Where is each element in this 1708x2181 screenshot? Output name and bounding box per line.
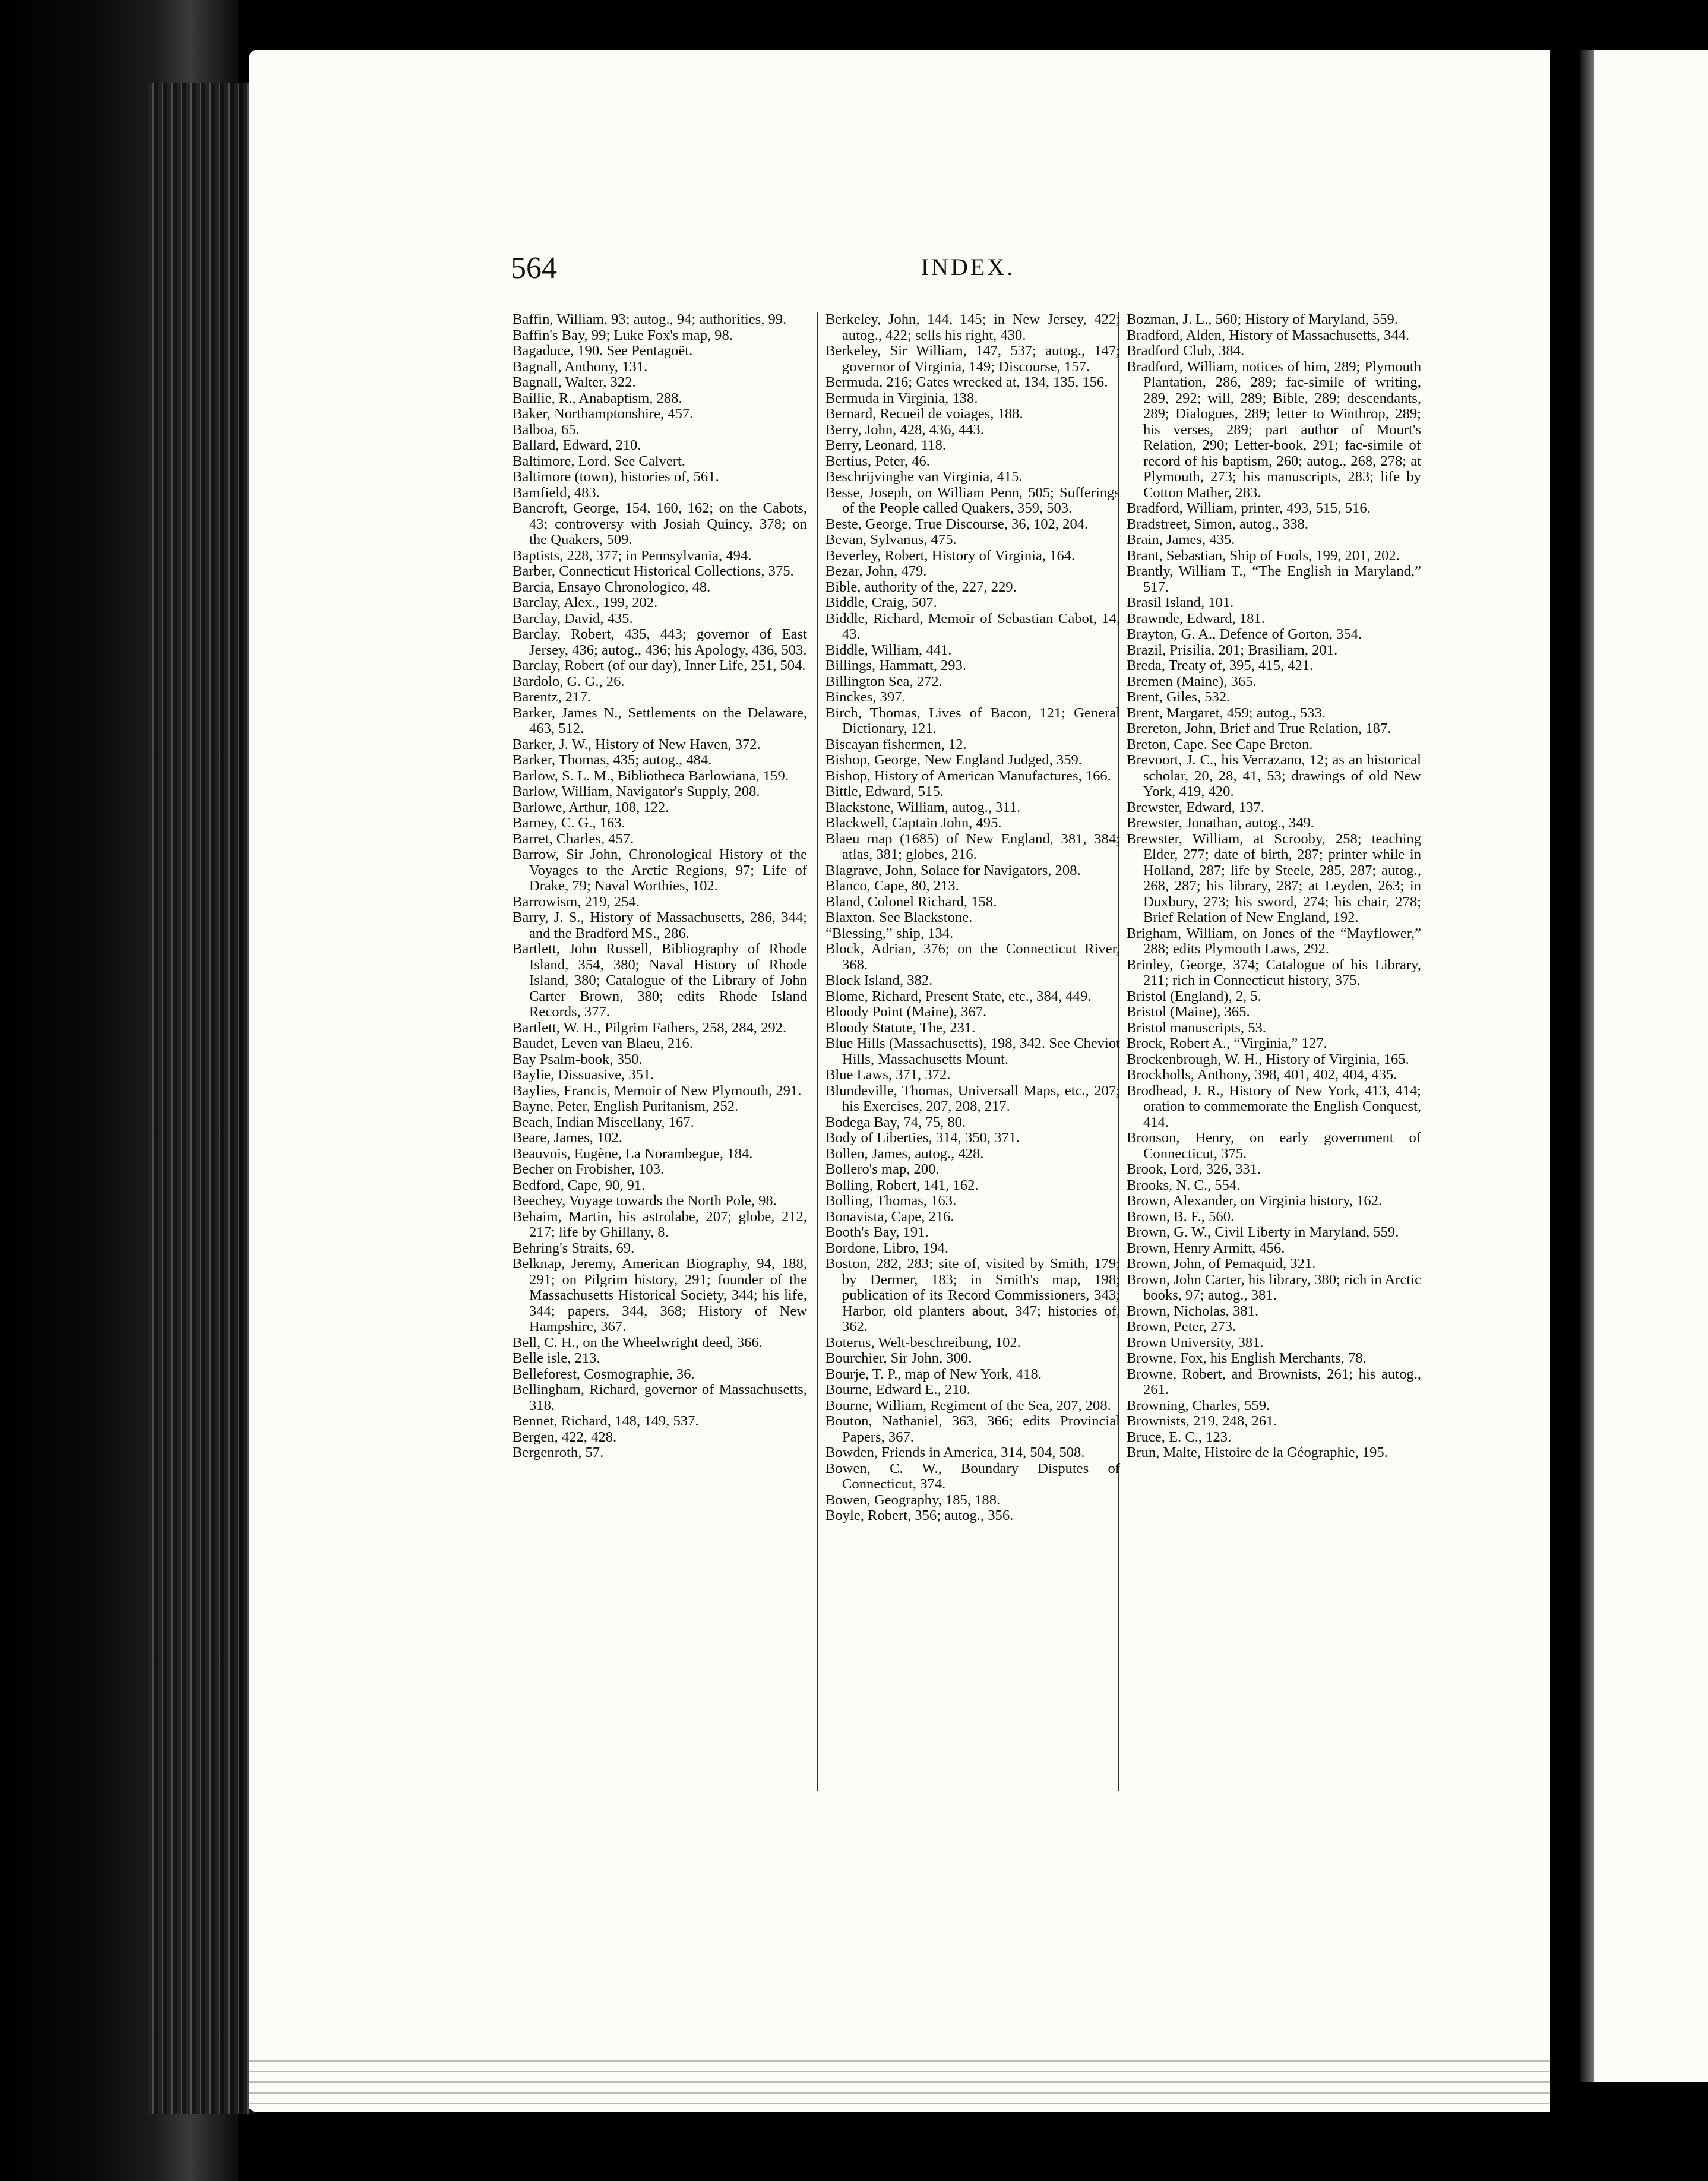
index-entry: Bronson, Henry, on early government of Connecticut, 375. (1127, 1130, 1421, 1162)
index-entry: Brockholls, Anthony, 398, 401, 402, 404, 435. (1127, 1067, 1397, 1083)
index-entry: Bermuda, 216; Gates wrecked at, 134, 135, 156. (825, 374, 1108, 390)
index-entry: Barrowism, 219, 254. (513, 893, 640, 910)
index-entry: Bradford Club, 384. (1127, 343, 1245, 359)
index-entry: Beach, Indian Miscellany, 167. (513, 1114, 694, 1130)
index-entry: Brewster, Jonathan, autog., 349. (1127, 815, 1314, 831)
index-entry: Breton, Cape. See Cape Breton. (1127, 736, 1313, 753)
index-entry: Besse, Joseph, on William Penn, 505; Sufferings of the People called Quakers, 359, 503. (825, 484, 1120, 516)
index-entry: Barclay, David, 435. (513, 610, 633, 627)
column-rule (817, 312, 818, 1791)
index-entry: Bardolo, G. G., 26. (513, 673, 625, 690)
index-entry: Brown, Peter, 273. (1127, 1319, 1236, 1335)
index-entry: Blue Laws, 371, 372. (825, 1067, 951, 1083)
index-entry: Browne, Robert, and Brownists, 261; his autog., 261. (1127, 1366, 1421, 1398)
index-entry: Baltimore, Lord. See Calvert. (513, 453, 685, 469)
index-entry: Baylies, Francis, Memoir of New Plymouth, 291. (513, 1082, 802, 1099)
index-entry: Bertius, Peter, 46. (825, 453, 930, 469)
index-column-3 (1127, 312, 1421, 1461)
index-entry: Bonavista, Cape, 216. (825, 1208, 954, 1225)
index-entry: Bancroft, George, 154, 160, 162; on the Cabots, 43; controversy with Josiah Quincy, 378; on the Quakers, 509. (513, 500, 807, 548)
index-entry: Bremen (Maine), 365. (1127, 673, 1257, 690)
index-entry: Baptists, 228, 377; in Pennsylvania, 494. (513, 547, 752, 564)
index-entry: Bittle, Edward, 515. (825, 783, 944, 799)
index-entry: Bradford, Alden, History of Massachusetts, 344. (1127, 327, 1410, 343)
index-entry: Berry, Leonard, 118. (825, 437, 947, 453)
index-entry: Block, Adrian, 376; on the Connecticut River, 368. (825, 941, 1120, 973)
index-entry: Block Island, 382. (825, 972, 933, 988)
index-entry: Bourchier, Sir John, 300. (825, 1350, 972, 1366)
index-entry: Berry, John, 428, 436, 443. (825, 421, 984, 438)
index-entry: Blue Hills (Massachusetts), 198, 342. See Cheviot Hills, Massachusetts Mount. (825, 1035, 1120, 1067)
index-entry: Berkeley, Sir William, 147, 537; autog., 147; governor of Virginia, 149; Discourse, 157. (825, 343, 1120, 375)
index-entry: Baillie, R., Anabaptism, 288. (513, 390, 682, 406)
index-entry: Belleforest, Cosmographie, 36. (513, 1366, 695, 1382)
index-entry: Barry, J. S., History of Massachusetts, 286, 344; and the Bradford MS., 286. (513, 909, 807, 941)
index-entry: Barney, C. G., 163. (513, 815, 625, 831)
index-entry: Brinley, George, 374; Catalogue of his Library, 211; rich in Connecticut history, 375. (1127, 956, 1421, 988)
index-entry: Brereton, John, Brief and True Relation, 187. (1127, 720, 1391, 737)
index-entry: Bristol (England), 2, 5. (1127, 988, 1261, 1004)
page-header (511, 251, 1425, 292)
index-entry: Bible, authority of the, 227, 229. (825, 579, 1017, 595)
index-entry: Brantly, William T., “The English in Maryland,” 517. (1127, 563, 1421, 595)
index-entry: Blackwell, Captain John, 495. (825, 815, 1002, 831)
index-entry: Boyle, Robert, 356; autog., 356. (825, 1507, 1014, 1523)
index-entry: Brock, Robert A., “Virginia,” 127. (1127, 1035, 1327, 1051)
index-entry: Brawnde, Edward, 181. (1127, 610, 1265, 627)
index-entry: Beverley, Robert, History of Virginia, 164. (825, 547, 1076, 564)
index-entry: Bernard, Recueil de voiages, 188. (825, 406, 1023, 422)
index-entry: Baudet, Leven van Blaeu, 216. (513, 1035, 693, 1051)
index-entry: Barcia, Ensayo Chronologico, 48. (513, 579, 711, 595)
index-entry: Blagrave, John, Solace for Navigators, 208. (825, 862, 1081, 878)
index-entry: Baylie, Dissuasive, 351. (513, 1067, 654, 1083)
index-entry: Brown, G. W., Civil Liberty in Maryland, 559. (1127, 1224, 1399, 1240)
index-entry: Bouton, Nathaniel, 363, 366; edits Provincial Papers, 367. (825, 1413, 1120, 1445)
index-entry: Blundeville, Thomas, Universall Maps, etc., 207; his Exercises, 207, 208, 217. (825, 1082, 1120, 1114)
index-entry: Bollen, James, autog., 428. (825, 1145, 984, 1162)
index-entry: Brasil Island, 101. (1127, 595, 1234, 611)
index-column-2 (825, 312, 1120, 1524)
index-entry: Barker, J. W., History of New Haven, 372. (513, 736, 761, 753)
index-entry: Bartlett, W. H., Pilgrim Fathers, 258, 284, 292. (513, 1019, 787, 1036)
index-entry: Barlow, S. L. M., Bibliotheca Barlowiana, 159. (513, 767, 789, 784)
index-entry: Baffin, William, 93; autog., 94; authorities, 99. (513, 311, 787, 327)
page-stack-bottom (249, 2055, 1550, 2109)
index-entry: Bayne, Peter, English Puritanism, 252. (513, 1098, 739, 1114)
index-entry: Bermuda in Virginia, 138. (825, 390, 978, 406)
index-entry: Behaim, Martin, his astrolabe, 207; globe, 212, 217; life by Ghillany, 8. (513, 1208, 807, 1240)
index-column-1 (513, 312, 807, 1461)
index-entry: Bezar, John, 479. (825, 563, 927, 579)
index-entry: Belle isle, 213. (513, 1350, 600, 1366)
index-entry: Brown, Henry Armitt, 456. (1127, 1240, 1285, 1256)
index-entry: Bland, Colonel Richard, 158. (825, 893, 997, 910)
index-entry: Bishop, George, New England Judged, 359. (825, 752, 1082, 768)
index-entry: Bellingham, Richard, governor of Massachusetts, 318. (513, 1382, 807, 1414)
index-entry: Becher on Frobisher, 103. (513, 1161, 665, 1177)
index-entry: Brown, John, of Pemaquid, 321. (1127, 1256, 1316, 1272)
index-entry: Bolling, Thomas, 163. (825, 1193, 957, 1209)
index-entry: Bloody Statute, The, 231. (825, 1019, 976, 1036)
index-entry: Blanco, Cape, 80, 213. (825, 878, 959, 894)
index-entry: Balboa, 65. (513, 421, 580, 438)
index-entry: Bristol manuscripts, 53. (1127, 1019, 1266, 1036)
index-entry: Birch, Thomas, Lives of Bacon, 121; General Dictionary, 121. (825, 704, 1120, 737)
index-entry: Barlowe, Arthur, 108, 122. (513, 799, 669, 815)
index-entry: Beechey, Voyage towards the North Pole, 98. (513, 1193, 777, 1209)
index-entry: Brent, Giles, 532. (1127, 689, 1231, 705)
index-entry: Barentz, 217. (513, 689, 591, 705)
index-entry: Barret, Charles, 457. (513, 830, 634, 847)
index-entry: Boston, 282, 283; site of, visited by Smith, 179; by Dermer, 183; in Smith's map, 198; publication of its Record Commissioners, 343; Harbor, old planters about, 347; histories of, 362. (825, 1256, 1120, 1335)
index-entry: Body of Liberties, 314, 350, 371. (825, 1130, 1020, 1146)
index-entry: “Blessing,” ship, 134. (825, 925, 954, 941)
index-entry: Brant, Sebastian, Ship of Fools, 199, 201, 202. (1127, 547, 1400, 564)
index-entry: Binckes, 397. (825, 689, 906, 705)
index-entry: Bradford, William, printer, 493, 515, 516. (1127, 500, 1371, 516)
index-entry: Bowen, C. W., Boundary Disputes of Connecticut, 374. (825, 1460, 1120, 1492)
index-entry: Bowden, Friends in America, 314, 504, 508. (825, 1444, 1085, 1461)
index-entry: Bowen, Geography, 185, 188. (825, 1491, 1001, 1508)
index-entry: Brown, Alexander, on Virginia history, 162. (1127, 1193, 1383, 1209)
index-entry: Brockenbrough, W. H., History of Virginia, 165. (1127, 1051, 1409, 1067)
index-entry: Boterus, Welt-beschreibung, 102. (825, 1334, 1021, 1351)
index-entry: Baker, Northamptonshire, 457. (513, 406, 694, 422)
index-entry: Barclay, Robert (of our day), Inner Life, 251, 504. (513, 658, 806, 674)
index-entry: Brun, Malte, Histoire de la Géographie, 195. (1127, 1444, 1388, 1461)
index-entry: Brook, Lord, 326, 331. (1127, 1161, 1261, 1177)
page-edges (148, 83, 255, 2114)
index-entry: Bergenroth, 57. (513, 1444, 604, 1461)
index-entry: Browning, Charles, 559. (1127, 1397, 1270, 1414)
index-entry: Brownists, 219, 248, 261. (1127, 1413, 1277, 1429)
index-entry: Bolling, Robert, 141, 162. (825, 1177, 979, 1193)
index-entry: Barclay, Robert, 435, 443; governor of East Jersey, 436; autog., 436; his Apology, 436, 503. (513, 626, 807, 658)
index-entry: Biddle, Craig, 507. (825, 595, 937, 611)
index-entry: Brown, John Carter, his library, 380; rich in Arctic books, 97; autog., 381. (1127, 1271, 1421, 1303)
index-entry: Beste, George, True Discourse, 36, 102, 204. (825, 516, 1089, 532)
index-entry: Beare, James, 102. (513, 1130, 623, 1146)
index-entry: Bergen, 422, 428. (513, 1428, 617, 1445)
index-entry: Bishop, History of American Manufactures, 166. (825, 767, 1111, 784)
index-entry: Booth's Bay, 191. (825, 1224, 929, 1240)
index-entry: Bourje, T. P., map of New York, 418. (825, 1366, 1042, 1382)
index-entry: Berkeley, John, 144, 145; in New Jersey, 422; autog., 422; sells his right, 430. (825, 311, 1120, 343)
index-entry: Bradford, William, notices of him, 289; Plymouth Plantation, 286, 289; fac-simile of writing, 289, 292; will, 289; Bible, 289; descendants, 289; Dialogues, 289; letter to Winthrop, 289; his verses, 289; part author of Mourt's Relation, 290; Letter-book, 291; fac-simile of record of his baptism, 260; autog., 268, 278; at Plymouth, 273; his manuscripts, 283; life by Cotton Mather, 283. (1127, 358, 1421, 501)
index-entry: Biddle, William, 441. (825, 641, 952, 658)
index-entry: Billings, Hammatt, 293. (825, 658, 967, 674)
index-entry: Bourne, William, Regiment of the Sea, 207, 208. (825, 1397, 1111, 1414)
facing-page (1580, 50, 1708, 2082)
index-entry: Bruce, E. C., 123. (1127, 1428, 1232, 1445)
index-entry: Bozman, J. L., 560; History of Maryland, 559. (1127, 311, 1398, 327)
index-entry: Bourne, Edward E., 210. (825, 1382, 970, 1398)
index-entry: Bay Psalm-book, 350. (513, 1051, 643, 1067)
index-entry: Bamfield, 483. (513, 484, 600, 501)
index-entry: Breda, Treaty of, 395, 415, 421. (1127, 658, 1314, 674)
index-entry: Brent, Margaret, 459; autog., 533. (1127, 704, 1326, 721)
index-entry: Brewster, Edward, 137. (1127, 799, 1264, 815)
index-entry: Beschrijvinghe van Virginia, 415. (825, 469, 1023, 485)
index-entry: Browne, Fox, his English Merchants, 78. (1127, 1350, 1367, 1366)
index-entry: Bartlett, John Russell, Bibliography of Rhode Island, 354, 380; Naval History of Rhode Island, 380; Catalogue of the Library of John Carter Brown, 380; edits Rhode Island Records, 377. (513, 941, 807, 1020)
index-entry: Bradstreet, Simon, autog., 338. (1127, 516, 1309, 532)
index-entry: Bloody Point (Maine), 367. (825, 1004, 987, 1020)
index-entry: Brigham, William, on Jones of the “Mayflower,” 288; edits Plymouth Laws, 292. (1127, 925, 1421, 957)
index-entry: Brooks, N. C., 554. (1127, 1177, 1241, 1193)
index-entry: Bell, C. H., on the Wheelwright deed, 366. (513, 1334, 763, 1351)
index-entry: Brayton, G. A., Defence of Gorton, 354. (1127, 626, 1362, 642)
index-entry: Bevan, Sylvanus, 475. (825, 532, 957, 548)
index-entry: Brown, B. F., 560. (1127, 1208, 1235, 1225)
index-entry: Baffin's Bay, 99; Luke Fox's map, 98. (513, 327, 733, 343)
index-entry: Ballard, Edward, 210. (513, 437, 641, 453)
index-entry: Brodhead, J. R., History of New York, 413, 414; oration to commemorate the English Conquest, 414. (1127, 1082, 1421, 1130)
index-entry: Blome, Richard, Present State, etc., 384, 449. (825, 988, 1092, 1004)
index-entry: Behring's Straits, 69. (513, 1240, 635, 1256)
index-entry: Bagnall, Walter, 322. (513, 374, 636, 390)
index-entry: Bennet, Richard, 148, 149, 537. (513, 1413, 699, 1429)
index-entry: Blaeu map (1685) of New England, 381, 384; atlas, 381; globes, 216. (825, 830, 1120, 862)
index-entry: Bollero's map, 200. (825, 1161, 940, 1177)
index-entry: Bristol (Maine), 365. (1127, 1004, 1250, 1020)
index-entry: Bagnall, Anthony, 131. (513, 358, 648, 375)
index-entry: Belknap, Jeremy, American Biography, 94, 188, 291; on Pilgrim history, 291; founder of the Massachusetts Historical Society, 344; his life, 344; papers, 344, 368; History of New Hampshire, 367. (513, 1256, 807, 1335)
index-entry: Brewster, William, at Scrooby, 258; teaching Elder, 277; date of birth, 287; printer while in Holland, 287; life by Steele, 285, 287; autog., 268, 287; his library, 287; at Leyden, 263; in Duxbury, 273; his sword, 274; his chair, 278; Brief Relation of New England, 192. (1127, 830, 1421, 925)
index-entry: Brain, James, 435. (1127, 532, 1235, 548)
page-number: 564 (511, 251, 557, 285)
running-head: INDEX. (921, 254, 1016, 280)
index-entry: Barlow, William, Navigator's Supply, 208. (513, 783, 760, 799)
index-entry: Baltimore (town), histories of, 561. (513, 469, 719, 485)
index-entry: Barker, Thomas, 435; autog., 484. (513, 752, 712, 768)
index-entry: Billington Sea, 272. (825, 673, 942, 690)
index-entry: Brevoort, J. C., his Verrazano, 12; as an historical scholar, 20, 28, 41, 53; drawings of old New York, 419, 420. (1127, 752, 1421, 799)
index-entry: Barclay, Alex., 199, 202. (513, 595, 658, 611)
index-entry: Bodega Bay, 74, 75, 80. (825, 1114, 966, 1130)
index-entry: Barber, Connecticut Historical Collections, 375. (513, 563, 794, 579)
index-entry: Beauvois, Eugène, La Norambegue, 184. (513, 1145, 753, 1162)
index-entry: Brown University, 381. (1127, 1334, 1264, 1351)
index-entry: Biddle, Richard, Memoir of Sebastian Cabot, 14, 43. (825, 610, 1120, 642)
index-entry: Barker, James N., Settlements on the Delaware, 463, 512. (513, 704, 807, 737)
index-entry: Biscayan fishermen, 12. (825, 736, 967, 753)
index-entry: Bedford, Cape, 90, 91. (513, 1177, 646, 1193)
index-entry: Barrow, Sir John, Chronological History of the Voyages to the Arctic Regions, 97; Life of Drake, 79; Naval Worthies, 102. (513, 846, 807, 894)
facing-page-gutter (1580, 50, 1594, 2082)
index-entry: Brazil, Prisilia, 201; Brasiliam, 201. (1127, 641, 1338, 658)
index-entry: Blaxton. See Blackstone. (825, 909, 973, 925)
index-entry: Bordone, Libro, 194. (825, 1240, 948, 1256)
index-entry: Brown, Nicholas, 381. (1127, 1303, 1259, 1319)
index-entry: Bagaduce, 190. See Pentagoët. (513, 343, 693, 359)
index-entry: Blackstone, William, autog., 311. (825, 799, 1021, 815)
